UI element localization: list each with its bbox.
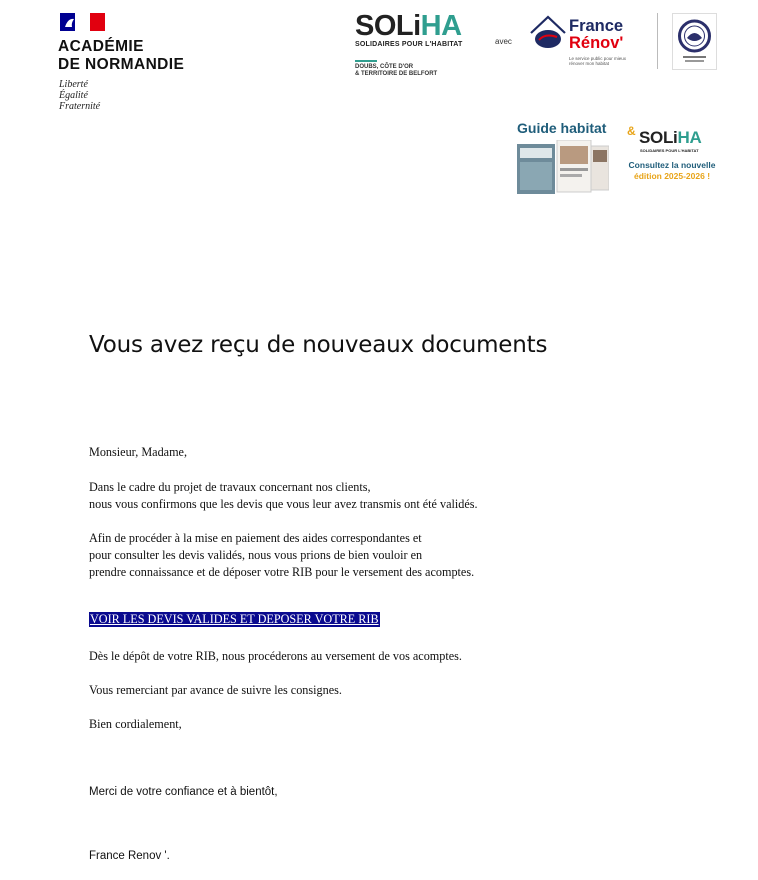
greeting: Monsieur, Madame, xyxy=(89,445,188,459)
marianne-profile-icon xyxy=(62,15,77,33)
guide-soliha-wordmark xyxy=(639,128,701,148)
academie-name xyxy=(58,38,184,74)
paragraph-validation-line1: Dans le cadre du projet de travaux concernant nos clients, xyxy=(89,480,371,494)
paragraph-payment: Dès le dépôt de votre RIB, nous procéderons au versement de vos acomptes. xyxy=(89,649,462,663)
motto-fraternite: Fraternité xyxy=(59,101,101,112)
soliha-region xyxy=(355,64,455,78)
paragraph-validation-line2: nous vous confirmons que les devis que vous leur avez transmis ont été validés. xyxy=(89,497,478,511)
france-renov-logo xyxy=(527,13,637,73)
thanks-line: Merci de votre confiance et à bientôt, xyxy=(89,786,278,798)
soliha-tagline: SOLIDAIRES POUR L'HABITAT xyxy=(355,41,463,48)
house-icon xyxy=(527,13,569,55)
closing: Bien cordialement, xyxy=(89,717,182,731)
paragraph-instructions-line3: prendre connaissance et de déposer votre RIB pour le versement des acomptes. xyxy=(89,565,475,579)
guide-soliha-tagline: SOLIDAIRES POUR L'HABITAT xyxy=(640,148,699,153)
paragraph-thanks-advance: Vous remerciant par avance de suivre les consignes. xyxy=(89,683,342,697)
email-title: Vous avez reçu de nouveaux documents xyxy=(89,332,548,358)
soliha-logo xyxy=(355,12,490,78)
guide-cta-line1: Consultez la nouvelle xyxy=(628,160,716,170)
guide-cta xyxy=(628,160,716,182)
france-renov-subtitle: Le service public pour mieux rénover mon habitat xyxy=(569,56,627,66)
guide-title: Guide habitat xyxy=(517,120,607,136)
guide-ampersand: & xyxy=(627,124,636,138)
soliha-divider xyxy=(355,60,377,62)
france-renov-title xyxy=(569,18,623,52)
marianne-flag-logo xyxy=(60,13,105,31)
seal-logo xyxy=(672,13,717,70)
soliha-wordmark-left: SOLi xyxy=(355,10,421,42)
view-quotes-upload-rib-link[interactable]: VOIR LES DEVIS VALIDES ET DEPOSER VOTRE RIB xyxy=(90,612,379,626)
paragraph-instructions-line1: Afin de procéder à la mise en paiement des aides correspondantes et xyxy=(89,531,422,545)
paragraph-instructions xyxy=(89,530,474,581)
soliha-region-line1: DOUBS, CÔTE D'OR xyxy=(355,64,414,70)
guide-book-image xyxy=(517,140,609,194)
france-renov-line2: Rénov' xyxy=(569,34,624,52)
academie-line1: ACADÉMIE xyxy=(58,38,144,55)
soliha-wordmark-right: HA xyxy=(420,10,462,42)
guide-soliha-left: SOLi xyxy=(639,128,678,147)
guide-soliha-right: HA xyxy=(677,128,702,147)
avec-label: avec xyxy=(495,37,512,46)
paragraph-instructions-line2: pour consulter les devis validés, nous vous prions de bien vouloir en xyxy=(89,548,423,562)
guide-habitat-banner[interactable] xyxy=(515,118,717,196)
soliha-region-line2: & TERRITOIRE DE BELFORT xyxy=(355,71,438,77)
logo-divider xyxy=(657,13,658,69)
signature: France Renov '. xyxy=(89,850,170,862)
republic-motto xyxy=(59,79,100,112)
guide-cta-line2: édition 2025-2026 ! xyxy=(633,171,711,181)
soliha-wordmark xyxy=(355,12,490,40)
seal-icon xyxy=(673,14,716,69)
paragraph-validation xyxy=(89,479,478,513)
academie-line2: DE NORMANDIE xyxy=(58,56,185,73)
motto-liberte: Liberté xyxy=(59,79,88,90)
motto-egalite: Égalité xyxy=(59,90,88,101)
france-renov-line1: France xyxy=(569,17,624,35)
